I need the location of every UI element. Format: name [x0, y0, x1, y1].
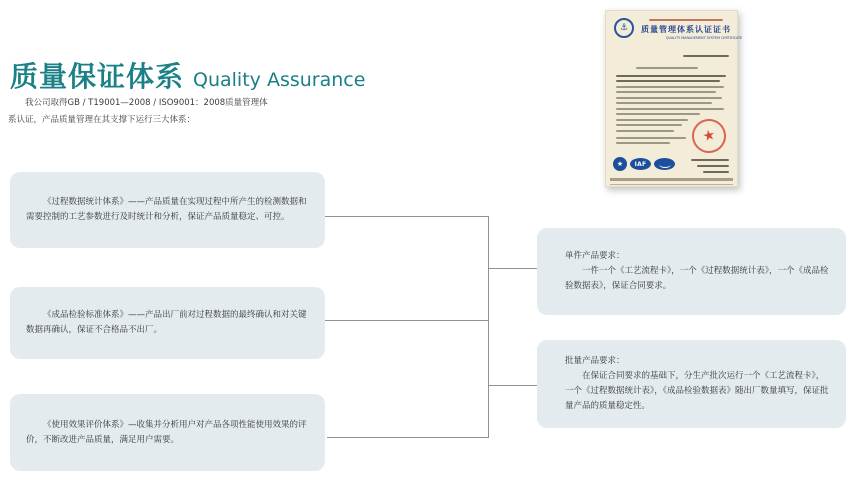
requirement-label: 单件产品要求： [565, 251, 625, 261]
requirement-label: 批量产品要求： [565, 356, 625, 366]
connector-line [488, 216, 489, 438]
cert-text-line [636, 67, 698, 69]
cert-text-line [616, 124, 682, 126]
cert-text-line [649, 19, 723, 21]
connector-line [488, 268, 537, 269]
cert-text-line [616, 97, 722, 99]
cert-text-line [616, 102, 712, 104]
requirement-text: 一件一个《工艺流程卡》，一个《过程数据统计表》，一个《成品检验数据表》，保证合同要求。 [565, 266, 829, 291]
cert-number-line [683, 55, 729, 57]
cert-red-seal-icon: ★ [689, 116, 729, 156]
system-box-text: 《使用效果评价体系》—收集并分析用户对产品各项性能使用效果的评价，不断改进产品质量，满足用户需要。 [26, 419, 307, 445]
page-title-en: Quality Assurance [193, 69, 366, 91]
cert-text-line [616, 113, 700, 115]
cert-text-line [616, 80, 720, 82]
cert-footer-strip [610, 178, 733, 181]
connector-line [325, 320, 488, 321]
intro-text: 我公司取得GB / T19001—2008 / ISO9001：2008质量管理体系认证，产品质量管理在其支撑下运行三大体系： [8, 98, 268, 125]
requirement-box-single-product [537, 228, 846, 315]
connector-line [325, 216, 488, 217]
requirement-box-batch-product [537, 340, 846, 428]
system-box-usage-evaluation [10, 394, 325, 471]
certificate-image [605, 10, 743, 187]
cert-text-line [616, 130, 674, 132]
cert-text-line [691, 159, 729, 161]
system-box-process-data [10, 172, 325, 248]
cert-text-line [616, 142, 670, 144]
cert-text-line [616, 137, 686, 139]
accreditation-icon [654, 158, 675, 170]
cert-emblem-icon: ⚓ [614, 18, 634, 38]
cert-header [638, 18, 743, 45]
system-box-text: 《过程数据统计体系》——产品质量在实现过程中所产生的检测数据和需要控制的工艺参数进行及时统计和分析，保证产品质量稳定、可控。 [26, 197, 307, 222]
cert-text-line [616, 119, 688, 121]
page-title-zh: 质量保证体系 [10, 60, 185, 93]
system-box-inspection-standard [10, 287, 325, 359]
cert-title-zh: 质量管理体系认证证书 [641, 25, 731, 34]
cert-text-line [616, 86, 724, 88]
cert-footer-line [610, 184, 733, 185]
cert-text-line [616, 91, 716, 93]
cert-accreditation-logos [613, 157, 675, 171]
cert-text-line [703, 171, 729, 173]
page-title [10, 55, 365, 95]
page-header [10, 55, 365, 95]
system-box-text: 《成品检验标准体系》——产品出厂前对过程数据的最终确认和对关键数据再确认，保证不合格品不出厂。 [26, 310, 307, 335]
connector-line [327, 437, 488, 438]
cert-title-en: QUALITY MANAGEMENT SYSTEM CERTIFICATE [665, 36, 743, 40]
connector-line [488, 385, 537, 386]
cert-text-line [616, 108, 724, 110]
cert-text-line [616, 75, 726, 77]
iaf-label: IAF [634, 160, 647, 168]
requirement-text: 在保证合同要求的基础下，分生产批次运行一个《工艺流程卡》， 一个《过程数据统计表》，《成品检验数据表》随出厂数量填写，保证批量产品的质量稳定性。 [565, 371, 829, 411]
cnas-accreditation-icon: ★ [613, 157, 627, 171]
iaf-accreditation-icon [630, 158, 651, 170]
cert-text-line [697, 165, 729, 167]
